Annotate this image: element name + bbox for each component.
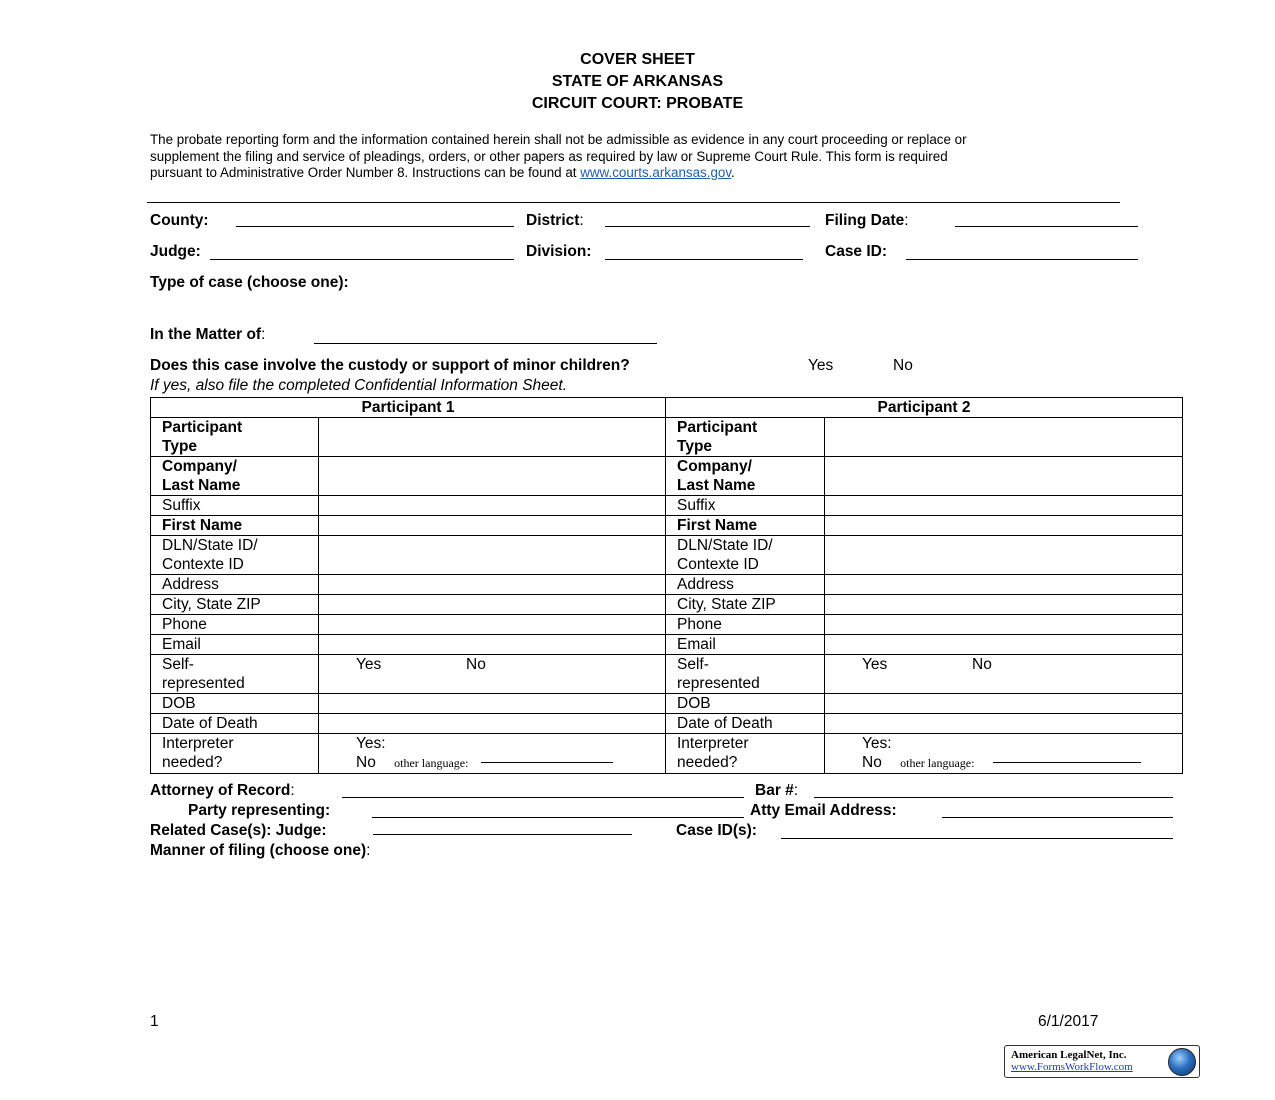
type-of-case-label: Type of case (choose one): [150,274,349,291]
row-label-email: Email [151,635,319,655]
p2-self-represented-cell [825,655,1183,694]
p2-last-name-cell[interactable] [825,457,1183,496]
title-court: CIRCUIT COURT: PROBATE [531,95,744,112]
row-label-dln: DLN/State ID/ Contexte ID [666,536,825,575]
row-label-suffix: Suffix [666,496,825,516]
p1-suffix-cell[interactable] [319,496,666,516]
case-id-label: Case ID: [825,243,888,260]
filing-date-field[interactable] [955,226,1138,227]
p1-interpreter-cell [319,734,666,774]
in-matter-of-label: In the Matter of: [150,326,266,343]
p1-date-of-death-cell[interactable] [319,714,666,734]
row-label-dln: DLN/State ID/ Contexte ID [151,536,319,575]
atty-email-label: Atty Email Address: [750,802,897,819]
row-label-date-of-death: Date of Death [151,714,319,734]
p1-city-cell[interactable] [319,595,666,615]
filing-date-label: Filing Date: [825,212,909,229]
row-label-company-last-name: Company/ Last Name [151,457,319,496]
p1-participant-type-cell[interactable] [319,418,666,457]
p1-self-represented-cell [319,655,666,694]
row-label-address: Address [151,575,319,595]
p2-self-rep-yes-option[interactable]: Yes [862,656,888,673]
attorney-of-record-label: Attorney of Record: [150,782,295,799]
globe-icon [1168,1048,1196,1076]
related-cases-judge-label: Related Case(s): Judge: [150,822,327,839]
p2-interpreter-cell [825,734,1183,774]
row-label-address: Address [666,575,825,595]
p2-address-cell[interactable] [825,575,1183,595]
table-row [151,595,1183,615]
p2-self-rep-no-option[interactable]: No [972,656,992,673]
p2-first-name-cell[interactable] [825,516,1183,536]
p2-participant-type-cell[interactable] [825,418,1183,457]
row-label-participant-type: Participant Type [666,418,825,457]
row-label-date-of-death: Date of Death [666,714,825,734]
row-label-email: Email [666,635,825,655]
row-label-city-state-zip: City, State ZIP [151,595,319,615]
form-date: 6/1/2017 [1038,1013,1099,1030]
table-row [151,516,1183,536]
row-label-dob: DOB [151,694,319,714]
participant-2-header: Participant 2 [666,398,1183,418]
p1-dln-cell[interactable] [319,536,666,575]
p2-city-cell[interactable] [825,595,1183,615]
row-label-interpreter: Interpreter needed? [151,734,319,774]
intro-text: The probate reporting form and the information contained herein shall not be admissible as evidence in any court proceeding or replace or supplement the filing and service of pleadings, orders, or other papers as required by law or Supreme Court Rule. This form is required pursuant to Administrative Order Number 8. Instructions can be found at [150,132,967,181]
related-case-ids-field[interactable] [781,838,1173,839]
county-label: County: [150,212,209,229]
p1-dob-cell[interactable] [319,694,666,714]
p2-interpreter-yes-option[interactable]: Yes: [862,735,892,752]
p2-date-of-death-cell[interactable] [825,714,1183,734]
p1-self-rep-no-option[interactable]: No [466,656,486,673]
table-row [151,694,1183,714]
related-cases-judge-field[interactable] [373,834,632,835]
page-number: 1 [150,1013,159,1030]
p1-interpreter-yes-option[interactable]: Yes: [356,735,386,752]
table-row [151,575,1183,595]
table-row [151,457,1183,496]
row-label-interpreter: Interpreter needed? [666,734,825,774]
atty-email-field[interactable] [942,817,1173,818]
p1-last-name-cell[interactable] [319,457,666,496]
district-field[interactable] [605,226,810,227]
judge-field[interactable] [210,259,514,260]
p2-dln-cell[interactable] [825,536,1183,575]
p2-phone-cell[interactable] [825,615,1183,635]
custody-question: Does this case involve the custody or support of minor children? [150,357,630,374]
district-label: District: [526,212,584,229]
bar-number-label: Bar #: [755,782,799,799]
row-label-participant-type: Participant Type [151,418,319,457]
judge-label: Judge: [150,243,201,260]
table-row [151,655,1183,694]
row-label-city-state-zip: City, State ZIP [666,595,825,615]
custody-yes-option[interactable]: Yes [808,357,834,374]
table-row [151,615,1183,635]
p1-self-rep-yes-option[interactable]: Yes [356,656,382,673]
american-legalnet-logo[interactable] [1004,1045,1200,1078]
manner-of-filing-label: Manner of filing (choose one): [150,842,371,859]
row-label-dob: DOB [666,694,825,714]
participant-1-header: Participant 1 [151,398,666,418]
p2-other-language-field[interactable] [993,762,1141,763]
attorney-of-record-field[interactable] [342,797,744,798]
participants-table [150,397,1183,774]
courts-link[interactable]: www.courts.arkansas.gov [580,165,732,181]
p1-email-cell[interactable] [319,635,666,655]
intro-end: . [731,165,735,181]
p1-phone-cell[interactable] [319,615,666,635]
table-row [151,635,1183,655]
division-field[interactable] [605,259,803,260]
related-case-ids-label: Case ID(s): [676,822,757,839]
in-matter-of-field[interactable] [314,343,657,344]
row-label-first-name: First Name [666,516,825,536]
p2-suffix-cell[interactable] [825,496,1183,516]
party-representing-label: Party representing: [188,802,331,819]
table-row [151,714,1183,734]
p2-interpreter-no-option[interactable]: No [862,754,882,771]
p1-other-language-field[interactable] [481,762,613,763]
title-cover-sheet: COVER SHEET [580,51,695,68]
p1-address-cell[interactable] [319,575,666,595]
row-label-first-name: First Name [151,516,319,536]
table-row [151,536,1183,575]
row-label-phone: Phone [666,615,825,635]
logo-website-link[interactable]: www.FormsWorkFlow.com [1011,1061,1133,1073]
table-row [151,734,1183,774]
p1-interpreter-no-option[interactable]: No [356,754,376,771]
p1-first-name-cell[interactable] [319,516,666,536]
table-header-row [151,398,1183,418]
case-id-field[interactable] [906,259,1138,260]
row-label-suffix: Suffix [151,496,319,516]
intro-paragraph [150,132,980,182]
table-row [151,496,1183,516]
table-row [151,418,1183,457]
title-state: STATE OF ARKANSAS [551,73,724,90]
bar-number-field[interactable] [814,797,1173,798]
p2-other-language-label: other language: [900,756,975,770]
party-representing-field[interactable] [372,817,744,818]
custody-note: If yes, also file the completed Confidential Information Sheet. [150,377,568,394]
row-label-phone: Phone [151,615,319,635]
p2-dob-cell[interactable] [825,694,1183,714]
p2-email-cell[interactable] [825,635,1183,655]
row-label-company-last-name: Company/ Last Name [666,457,825,496]
p1-other-language-label: other language: [394,756,469,770]
logo-company-name: American LegalNet, Inc. [1011,1049,1127,1061]
row-label-self-represented: Self- represented [151,655,319,694]
division-label: Division: [526,243,592,260]
custody-no-option[interactable]: No [893,357,913,374]
row-label-self-represented: Self- represented [666,655,825,694]
county-field[interactable] [236,226,514,227]
divider [147,202,1120,203]
